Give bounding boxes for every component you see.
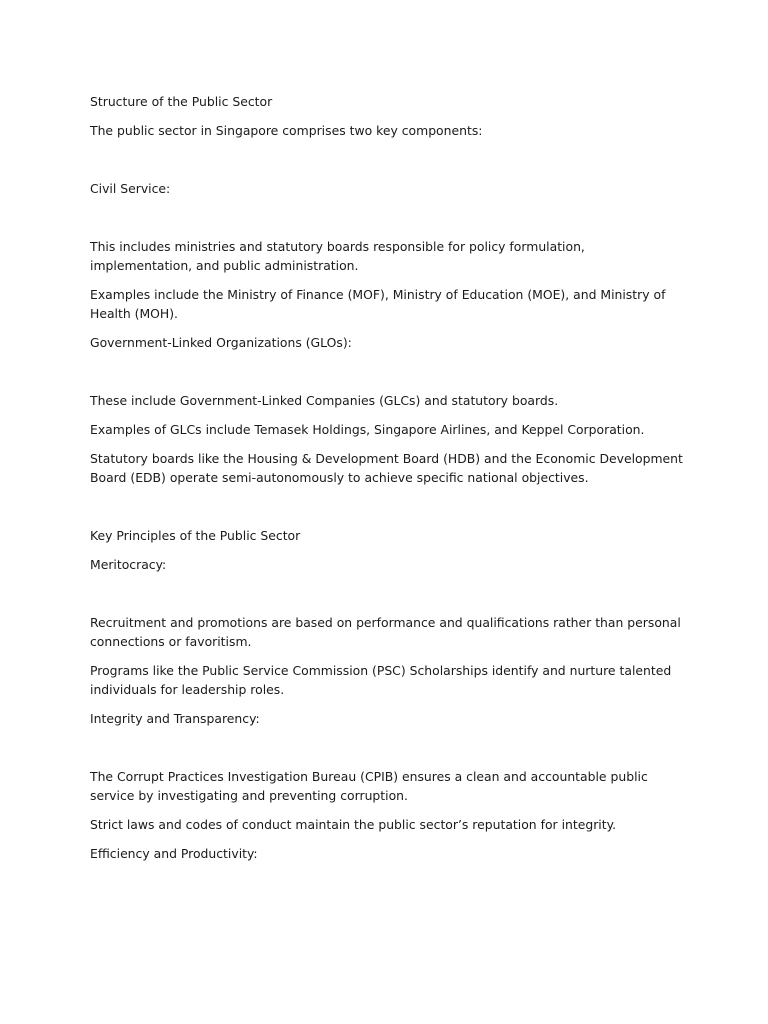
paragraph-glos-desc: These include Government-Linked Companies (GLCs) and statutory boards. [90, 393, 559, 408]
paragraph-strict-laws: Strict laws and codes of conduct maintain the public sector’s reputation for integrity. [90, 817, 617, 832]
paragraph-glc-examples: Examples of GLCs include Temasek Holdings, Singapore Airlines, and Keppel Corporation. [90, 422, 645, 437]
paragraph-statutory-boards: Statutory boards like the Housing & Development Board (HDB) and the Economic Development Board (EDB) operate semi-autonomously to achieve specific national objectives. [90, 451, 683, 485]
paragraph-cpib: The Corrupt Practices Investigation Bureau (CPIB) ensures a clean and accountable public service by investigating and preventing corruption. [90, 769, 648, 803]
section-heading-structure: Structure of the Public Sector [90, 94, 273, 109]
document-body [90, 92, 690, 873]
paragraph-civil-service-examples: Examples include the Ministry of Finance (MOF), Ministry of Education (MOE), and Ministry of Health (MOH). [90, 287, 666, 321]
subheading-efficiency: Efficiency and Productivity: [90, 846, 258, 861]
subheading-civil-service: Civil Service: [90, 181, 171, 196]
subheading-meritocracy: Meritocracy: [90, 557, 167, 572]
paragraph-psc-scholarships: Programs like the Public Service Commission (PSC) Scholarships identify and nurture talented individuals for leadership roles. [90, 663, 672, 697]
section-heading-key-principles: Key Principles of the Public Sector [90, 528, 301, 543]
subheading-glos: Government-Linked Organizations (GLOs): [90, 335, 352, 350]
intro-paragraph: The public sector in Singapore comprises two key components: [90, 123, 483, 138]
paragraph-civil-service-desc: This includes ministries and statutory boards responsible for policy formulation, implementation, and public administration. [90, 239, 585, 273]
paragraph-recruitment: Recruitment and promotions are based on performance and qualifications rather than personal connections or favoritism. [90, 615, 681, 649]
subheading-integrity: Integrity and Transparency: [90, 711, 260, 726]
